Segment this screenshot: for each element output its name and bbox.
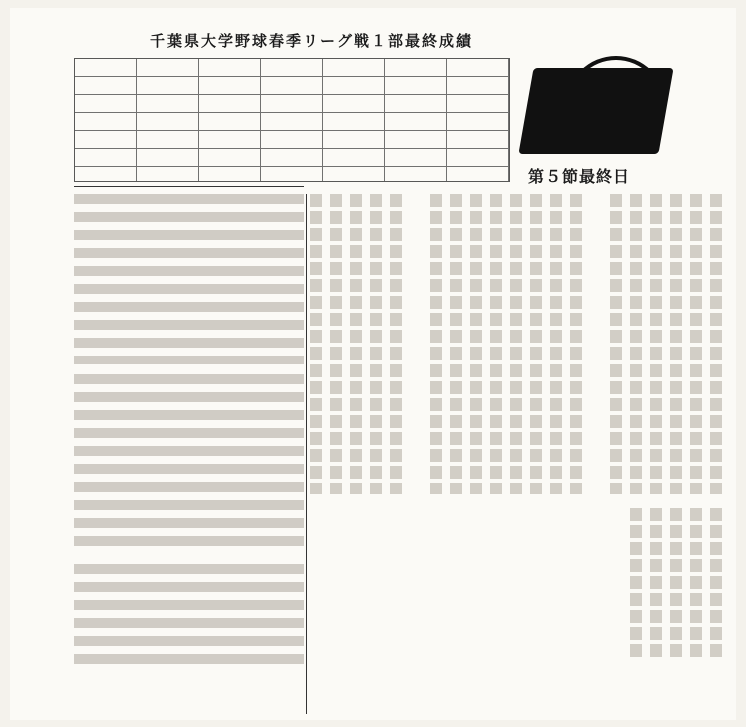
pitching-summary	[74, 564, 304, 668]
article-column	[650, 508, 662, 658]
box-score-tokyo-joho	[74, 194, 304, 364]
article-column	[690, 508, 702, 658]
article-column	[390, 194, 402, 494]
article-column	[310, 194, 322, 494]
page-title: 千葉県大学野球春季リーグ戦１部最終成績	[150, 32, 474, 50]
article-column	[570, 194, 582, 494]
article-column	[450, 194, 462, 494]
league-logo	[518, 68, 673, 154]
article-column	[430, 194, 442, 494]
section-heading: 第５節最終日	[528, 167, 631, 186]
box-score-chuo-gakuin	[74, 374, 304, 554]
article-column	[330, 194, 342, 494]
article-column	[630, 194, 642, 494]
article-column	[650, 194, 662, 494]
article-column	[690, 194, 702, 494]
newspaper-clipping	[10, 8, 736, 720]
column-divider	[306, 194, 307, 714]
article-column	[710, 508, 722, 658]
article-column	[630, 508, 642, 658]
article-column	[610, 194, 622, 494]
article-column	[350, 194, 362, 494]
standings-table	[74, 58, 510, 182]
article-column	[490, 194, 502, 494]
article-column	[530, 194, 542, 494]
article-column	[370, 194, 382, 494]
article-column	[710, 194, 722, 494]
article-column	[510, 194, 522, 494]
article-column	[670, 508, 682, 658]
article-column	[550, 194, 562, 494]
article-column	[670, 194, 682, 494]
section-divider	[74, 186, 304, 187]
article-column	[470, 194, 482, 494]
